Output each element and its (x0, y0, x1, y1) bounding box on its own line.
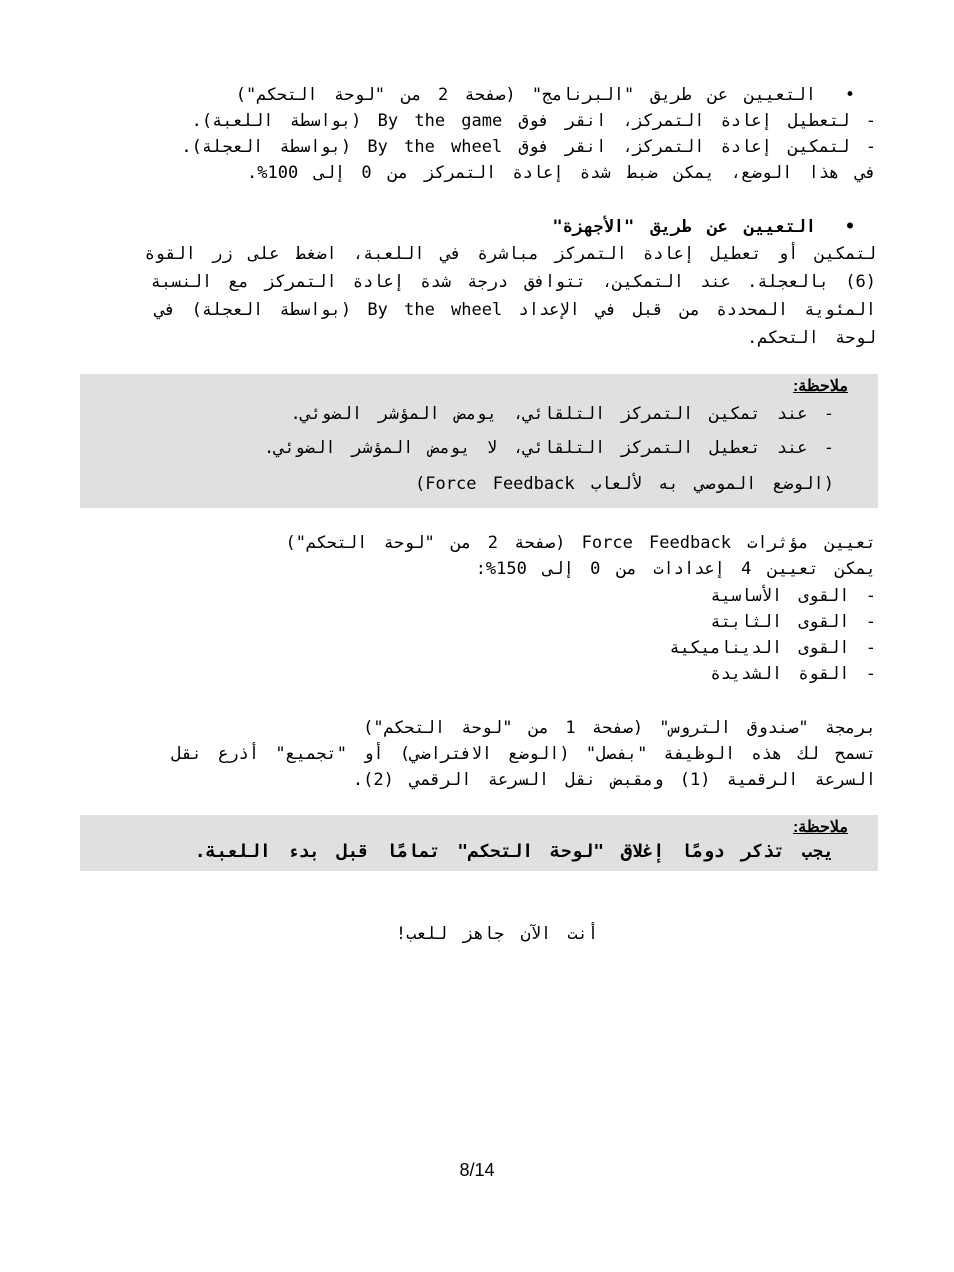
ff-item: - القوى الديناميكية (669, 638, 876, 658)
note-2-title: ملاحظة: (792, 819, 848, 836)
program-heading-text: التعيين عن طريق "البرنامج" (صفحة 2 من "لوحة التحكم") (235, 85, 816, 105)
page-content (118, 82, 876, 947)
ff-item: - القوى الثابتة (710, 612, 876, 632)
ff-intro: يمكن تعيين 4 إعدادات من 0 إلى 150%: (475, 559, 876, 579)
bullet-icon: • (844, 85, 856, 105)
hardware-heading (118, 214, 876, 240)
page-number: 8/14 (459, 1160, 495, 1180)
note-1-line-3: (الوضع الموصي به لألعاب Force Feedback) (415, 474, 834, 494)
note-1-line-2: - عند تعطيل التمركز التلقائي، لا يومض المؤشر الضوئي. (264, 438, 834, 458)
hardware-heading-text: التعيين عن طريق "الأجهزة" (552, 217, 816, 237)
note-1-title: ملاحظة: (792, 378, 848, 395)
ff-title: تعيين مؤثرات Force Feedback (صفحة 2 من "لوحة التحكم") (285, 533, 876, 553)
gearbox-body: تسمح لك هذه الوظيفة "بفصل" (الوضع الافتراضي) أو "تجميع" أذرع نقل السرعة الرقمية (1) ومقبض نقل السرعة الرقمي (2). (171, 744, 876, 790)
gearbox-title: برمجة "صندوق التروس" (صفحة 1 من "لوحة التحكم") (363, 718, 876, 738)
note-2-body: يجب تذكر دومًا إغلاق "لوحة التحكم" تمامًا قبل بدء اللعبة. (194, 841, 834, 862)
ready-message: أنت الآن جاهز للعب! (395, 924, 599, 944)
ff-item: - القوى الأساسية (710, 586, 876, 606)
bullet-icon: • (844, 217, 856, 237)
program-range-line: في هذا الوضع، يمكن ضبط شدة إعادة التمركز من 0 إلى 100%. (247, 163, 876, 183)
program-heading (118, 82, 876, 108)
program-enable-line: - لتمكين إعادة التمركز، انقر فوق By the wheel (بواسطة العجلة). (181, 137, 876, 157)
ff-item: - القوة الشديدة (710, 664, 876, 684)
note-1-line-1: - عند تمكين التمركز التلقائي، يومض المؤشر الضوئي. (290, 404, 834, 424)
program-disable-line: - لتعطيل إعادة التمركز، انقر فوق By the game (بواسطة اللعبة). (191, 111, 876, 131)
hardware-body: لتمكين أو تعطيل إعادة التمركز مباشرة في اللعبة، اضغط على زر القوة (6) بالعجلة. عند التمكين، تتوافق درجة شدة إعادة التمركز مع النسبة المئوية المحددة من قبل في الإعداد By the wheel (بواسطة العجلة) في لوحة التحكم. (144, 244, 876, 348)
note-box-2 (80, 815, 878, 871)
note-box-1 (80, 374, 878, 508)
